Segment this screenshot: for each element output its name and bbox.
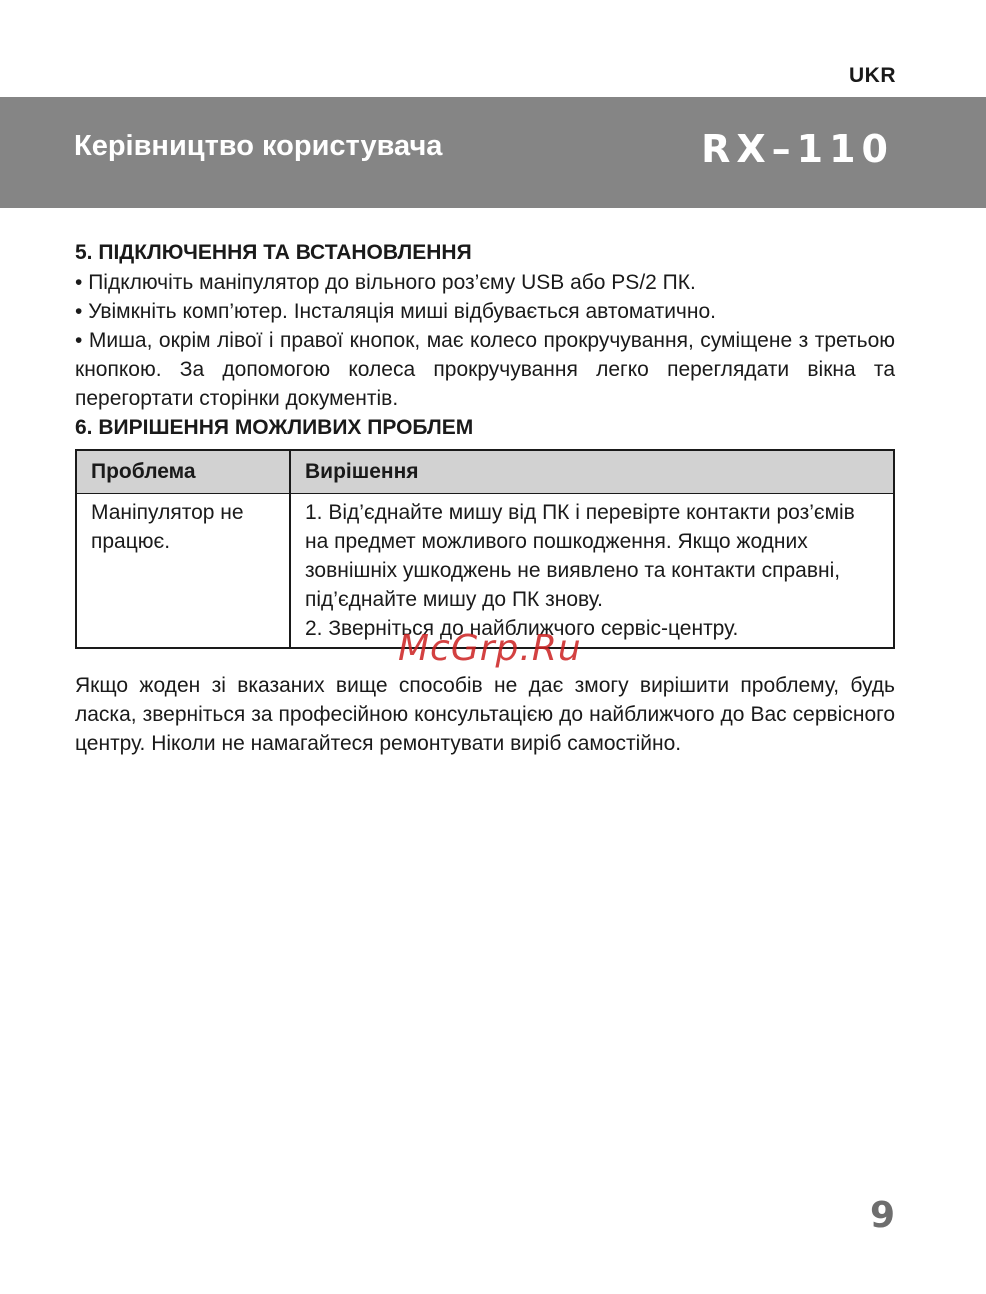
page-number: 9 bbox=[869, 1195, 895, 1236]
list-item: • Увімкніть комп’ютер. Інсталяція миші відбувається автоматично. bbox=[75, 297, 895, 326]
page-content bbox=[75, 238, 895, 779]
language-label: UKR bbox=[849, 64, 896, 87]
table-row bbox=[76, 494, 894, 649]
table-header-row bbox=[76, 450, 894, 494]
connection-steps-list bbox=[75, 268, 895, 413]
solution-cell bbox=[290, 494, 894, 649]
solution-step: 1. Від’єднайте мишу від ПК і перевірте контакти роз’ємів на предмет можливого пошкодження. Якщо жодних зовнішніх ушкоджень не виявлено та контакти справні, під’єднайте мишу до ПК знову. bbox=[305, 501, 855, 611]
title-banner bbox=[0, 97, 986, 208]
model-name: RX–110 bbox=[701, 127, 894, 171]
solution-step: 2. Зверніться до найближчого сервіс-центру. bbox=[305, 617, 739, 640]
list-item: • Підключіть маніпулятор до вільного роз’єму USB або PS/2 ПК. bbox=[75, 268, 895, 297]
problem-cell: Маніпулятор не працює. bbox=[76, 494, 290, 649]
section-heading-troubleshooting: 6. ВИРІШЕННЯ МОЖЛИВИХ ПРОБЛЕМ bbox=[75, 416, 474, 439]
support-note: Якщо жоден зі вказаних вище способів не дає змогу вирішити проблему, будь ласка, зверніться за професійною консультацією до найближчого до Вас сервісного центру. Ніколи не намагайтеся ремонтувати виріб самостійно. bbox=[75, 674, 895, 755]
section-heading-connection: 5. ПІДКЛЮЧЕННЯ ТА ВСТАНОВЛЕННЯ bbox=[75, 241, 472, 264]
list-item: • Миша, окрім лівої і правої кнопок, має колесо прокручування, суміщене з третьою кнопкою. За допомогою колеса прокручування легко переглядати вікна та перегортати сторінки документів. bbox=[75, 326, 895, 413]
document-title: Керівництво користувача bbox=[74, 130, 443, 162]
watermark: McGrp.Ru bbox=[398, 628, 582, 669]
column-header-solution: Вирішення bbox=[290, 450, 894, 494]
troubleshooting-table bbox=[75, 449, 895, 649]
column-header-problem: Проблема bbox=[76, 450, 290, 494]
